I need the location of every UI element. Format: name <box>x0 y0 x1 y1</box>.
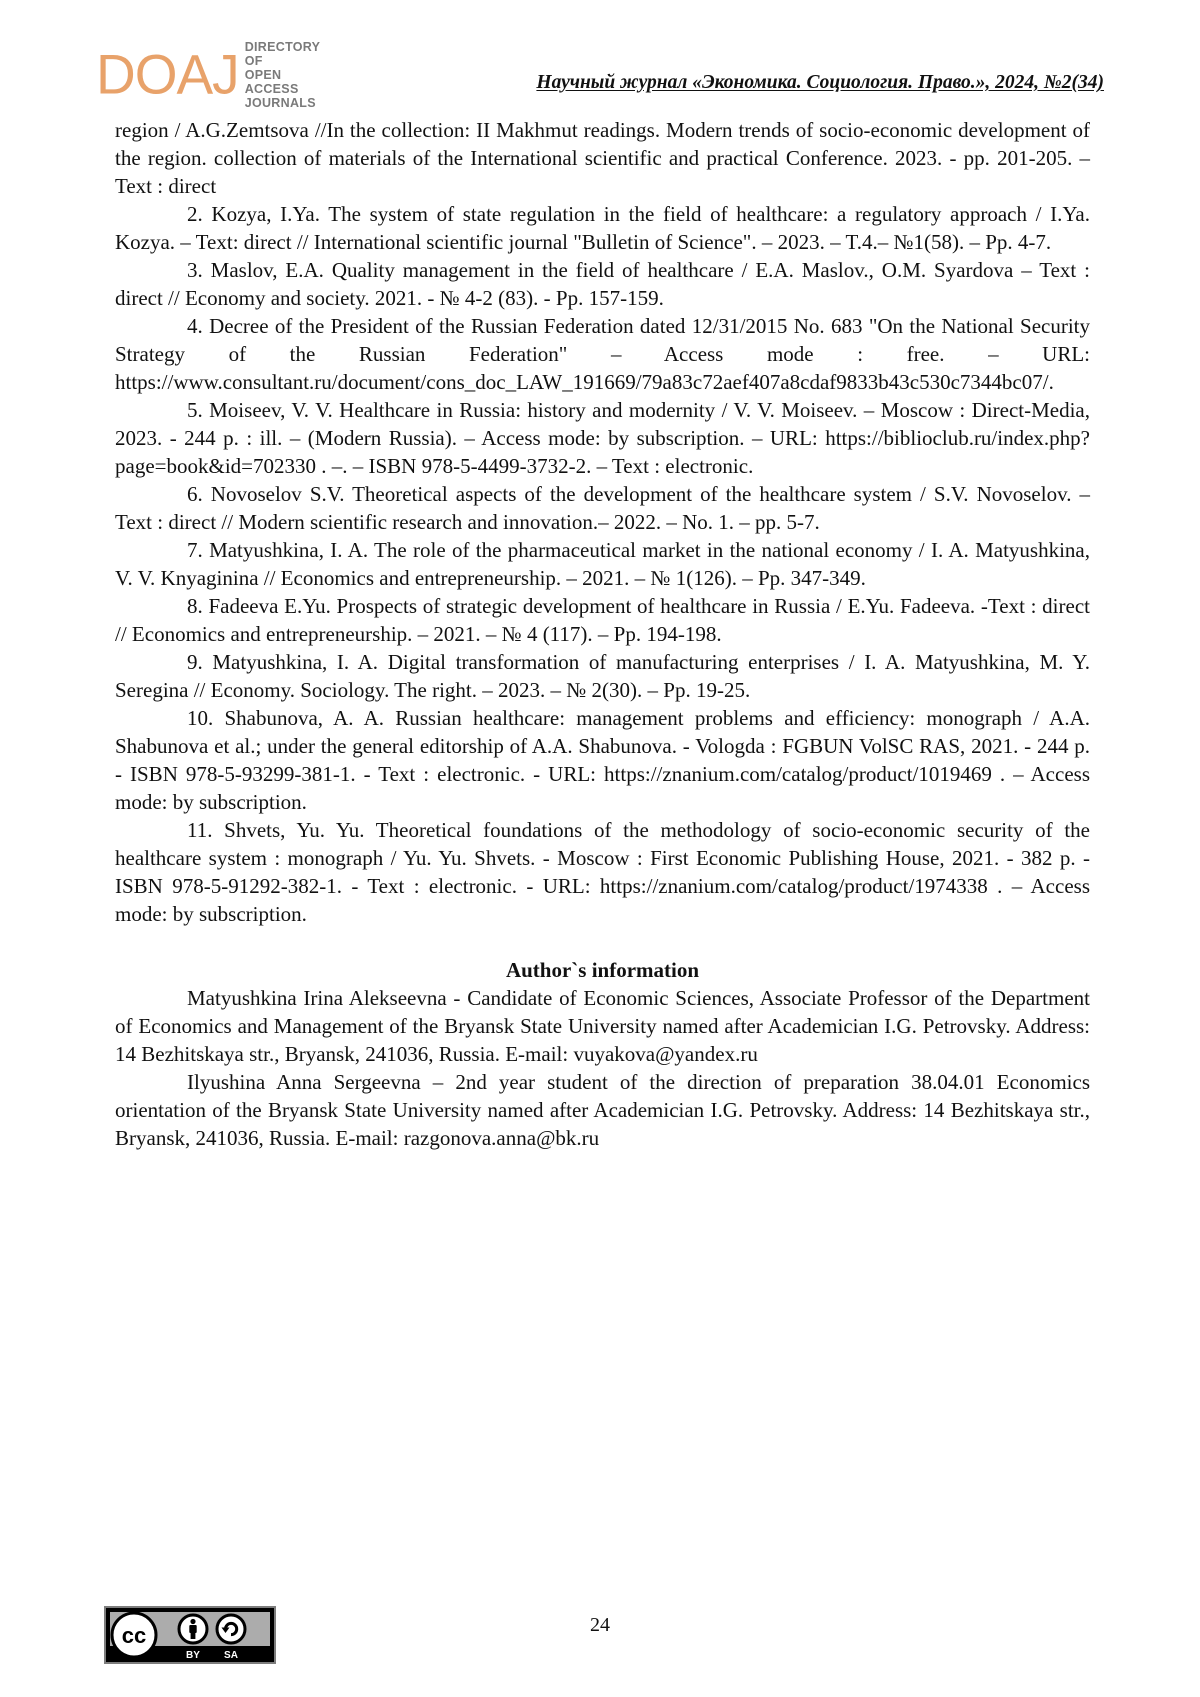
reference-item: 8. Fadeeva E.Yu. Prospects of strategic development of healthcare in Russia / E.Yu. Fadeeva. -Text : direct // Economics and entrepreneurship. – 2021. – № 4 (117). – Pp. 194-198. <box>115 594 1090 646</box>
reference-item: 6. Novoselov S.V. Theoretical aspects of the development of the healthcare system / S.V. Novoselov. – Text : direct // Modern scientific research and innovation.– 2022. – No. 1. – pp. 5-7. <box>115 482 1090 534</box>
page-content <box>115 116 1090 1152</box>
reference-item: 3. Maslov, E.A. Quality management in the field of healthcare / E.A. Maslov., O.M. Syardova – Text : direct // Economy and society. 2021. - № 4-2 (83). - Pp. 157-159. <box>115 258 1090 310</box>
reference-item: 7. Matyushkina, I. A. The role of the pharmaceutical market in the national economy / I. A. Matyushkina, V. V. Knyaginina // Economics and entrepreneurship. – 2021. – № 1(126). – Pp. 347-349. <box>115 538 1090 590</box>
doaj-logo-line: DIRECTORY OF <box>244 40 321 68</box>
reference-item: 2. Kozya, I.Ya. The system of state regulation in the field of healthcare: a regulatory approach / I.Ya. Kozya. – Text: direct // International scientific journal "Bulletin of Science". – 2023. – T.4.– №1(58). – Pp. 4-7. <box>115 202 1090 254</box>
reference-item: 11. Shvets, Yu. Yu. Theoretical foundations of the methodology of socio-economic security of the healthcare system : monograph / Yu. Yu. Shvets. - Moscow : First Economic Publishing House, 2021. - 382 p. - ISBN 978-5-91292-382-1. - Text : electronic. - URL: https://znanium.com/catalog/product/1974338 . – Access mode: by subscription. <box>115 818 1090 926</box>
doaj-logo-mark: DOAJ <box>96 42 239 106</box>
reference-item: 4. Decree of the President of the Russian Federation dated 12/31/2015 No. 683 "On the National Security Strategy of the Russian Federation" – Access mode : free. – URL: https://www.consultant.ru/document/cons_doc_LAW_191669/79a83c72aef407a8cdaf9833b43c530c7344bc07/. <box>115 314 1090 394</box>
authors-heading: Author`s information <box>505 958 700 982</box>
license-label-sa: SA <box>224 1650 238 1661</box>
reference-item: region / A.G.Zemtsova //In the collection: II Makhmut readings. Modern trends of socio-economic development of the region. collection of materials of the International scientific and practical Conference. 2023. - pp. 201-205. – Text : direct <box>115 118 1090 198</box>
author-paragraph: Ilyushina Anna Sergeevna – 2nd year student of the direction of preparation 38.04.01 Economics orientation of the Bryansk State University named after Academician I.G. Petrovsky. Address: 14 Bezhitskaya str., Bryansk, 241036, Russia. E-mail: razgonova.anna@bk.ru <box>115 1070 1090 1150</box>
page-number: 24 <box>590 1614 610 1636</box>
doaj-logo-line: OPEN ACCESS <box>244 68 299 96</box>
author-paragraph: Matyushkina Irina Alekseevna - Candidate of Economic Sciences, Associate Professor of the Department of Economics and Management of the Bryansk State University named after Academician I.G. Petrovsky. Address: 14 Bezhitskaya str., Bryansk, 241036, Russia. E-mail: vuyakova@yandex.ru <box>115 986 1090 1066</box>
author-info <box>115 984 1090 1152</box>
doaj-logo-line: JOURNALS <box>244 96 316 110</box>
doaj-logo-text <box>245 38 320 110</box>
reference-list <box>115 116 1090 928</box>
license-label-by: BY <box>186 1650 200 1661</box>
reference-item: 10. Shabunova, A. A. Russian healthcare: management problems and efficiency: monograph / A.A. Shabunova et al.; under the general editorship of A.A. Shabunova. - Vologda : FGBUN VolSC RAS, 2021. - 244 p. - ISBN 978-5-93299-381-1. - Text : electronic. - URL: https://znanium.com/catalog/product/1019469 . – Access mode: by subscription. <box>115 706 1090 814</box>
svg-text:cc: cc <box>121 1623 147 1648</box>
doaj-logo <box>96 40 321 110</box>
journal-running-header: Научный журнал «Экономика. Социология. Право.», 2024, №2(34) <box>536 72 1104 93</box>
reference-item: 9. Matyushkina, I. A. Digital transformation of manufacturing enterprises / I. A. Matyushkina, M. Y. Seregina // Economy. Sociology. The right. – 2023. – № 2(30). – Pp. 19-25. <box>115 650 1090 702</box>
reference-item: 5. Moiseev, V. V. Healthcare in Russia: history and modernity / V. V. Moiseev. – Moscow : Direct-Media, 2023. - 244 p. : ill. – (Modern Russia). – Access mode: by subscription. – URL: https://biblioclub.ru/index.php?page=book&id=702330 . –. – ISBN 978-5-4499-3732-2. – Text : electronic. <box>115 398 1090 478</box>
